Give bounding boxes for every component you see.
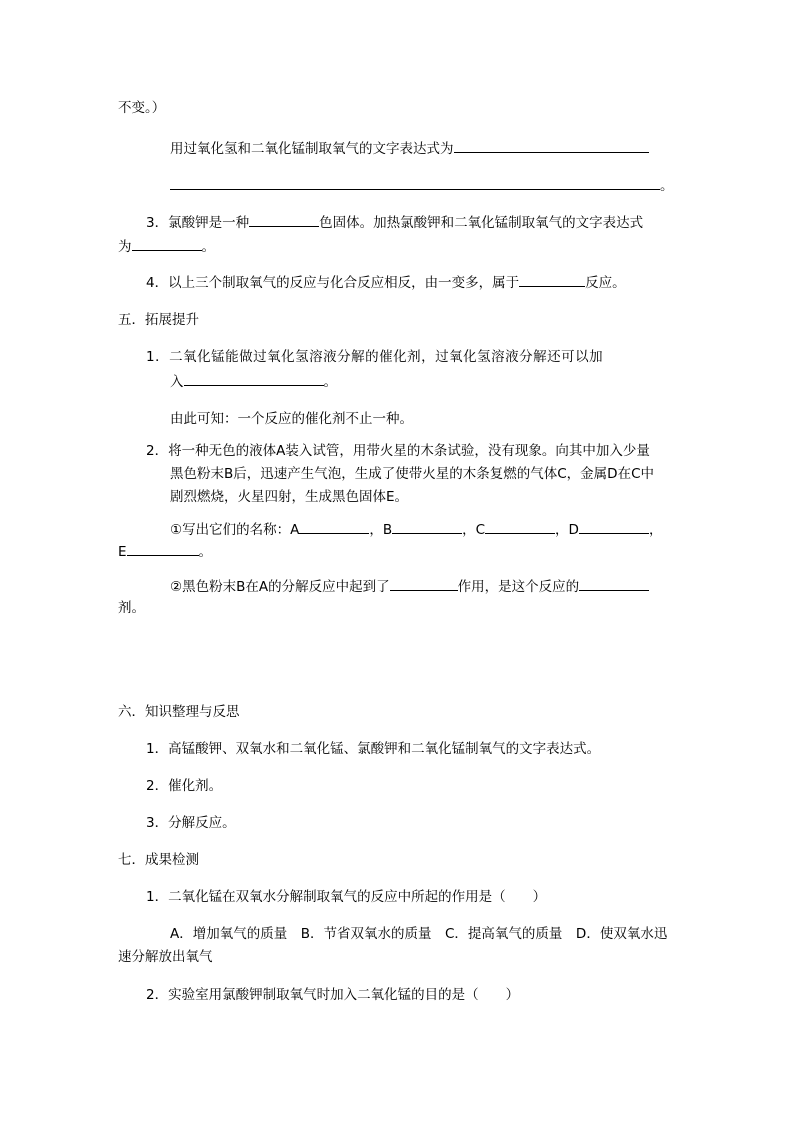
section-7-heading: 七．成果检测: [118, 852, 199, 868]
s5-note: 由此可知：一个反应的催化剂不止一种。: [170, 411, 413, 427]
h2o2-expression-line: [170, 138, 649, 159]
q2-text-a: ②黑色粉末B在A的分解反应中起到了: [170, 579, 390, 595]
s6-item-2: 2．催化剂。: [146, 778, 223, 794]
item-3-line1: [146, 212, 643, 233]
s7-q1-options-line1: A．增加氧气的质量 B．节省双氧水的质量 C．提高氧气的质量 D．使双氧水迅: [170, 926, 668, 942]
s5-item-2-line3: 剧烈燃烧，火星四射，生成黑色固体E。: [170, 489, 409, 505]
s7-question-1: 1．二氧化锰在双氧水分解制取氧气的反应中所起的作用是（ ）: [146, 889, 547, 905]
q1-label-e: E: [118, 544, 127, 560]
section-5-heading: 五．拓展提升: [118, 312, 199, 328]
s6-item-3: 3．分解反应。: [146, 815, 236, 831]
s5-item-1-line2: [170, 371, 337, 392]
s6-item-1: 1．高锰酸钾、双氧水和二氧化锰、氯酸钾和二氧化锰制氧气的文字表达式。: [146, 741, 601, 757]
answer-blank[interactable]: [184, 371, 324, 386]
answer-blank[interactable]: [579, 576, 649, 591]
s7-q1-options-line2: 速分解放出氧气: [118, 949, 213, 965]
q2-text-b: 作用，是这个反应的: [457, 579, 580, 595]
period: 。: [660, 178, 674, 194]
h2o2-expression-line2: [170, 175, 674, 196]
s5-q1-line1: [170, 519, 662, 540]
answer-blank[interactable]: [132, 236, 202, 251]
s5-item-2-line1: 2．将一种无色的液体A装入试管，用带火星的木条试验，没有现象。向其中加入少量: [146, 443, 650, 459]
answer-blank-c[interactable]: [485, 519, 555, 534]
item-3-text-d: 。: [201, 239, 215, 255]
answer-blank[interactable]: [390, 576, 458, 591]
s5-item-1-text-b: 入: [170, 374, 184, 390]
item-4-text-a: 4．以上三个制取氧气的反应与化合反应相反，由一变多，属于: [146, 275, 520, 291]
s5-q1-line2: [118, 541, 212, 562]
s5-item-1-line1: 1．二氧化锰能做过氧化氢溶液分解的催化剂，过氧化氢溶液分解还可以加: [146, 349, 604, 365]
q1-label-a: ①写出它们的名称：A: [170, 522, 300, 538]
s7-question-2: 2．实验室用氯酸钾制取氧气时加入二氧化锰的目的是（ ）: [146, 987, 520, 1003]
answer-blank[interactable]: [249, 212, 319, 227]
q1-label-b: ，B: [369, 522, 393, 538]
item-3-text-b: 色固体。加热氯酸钾和二氧化锰制取氧气的文字表达式: [319, 215, 644, 231]
s5-item-2-line2: 黑色粉末B后，迅速产生气泡，生成了使带火星的木条复燃的气体C，金属D在C中: [170, 466, 655, 482]
answer-blank[interactable]: [519, 272, 585, 287]
s5-item-1-text-c: 。: [323, 374, 337, 390]
item-3-text-c: 为: [118, 239, 132, 255]
s5-q2-line2: 剂。: [118, 600, 145, 616]
answer-blank-d[interactable]: [579, 519, 649, 534]
answer-blank-a[interactable]: [299, 519, 369, 534]
h2o2-expression-prefix: 用过氧化氢和二氧化锰制取氧气的文字表达式为: [170, 141, 454, 157]
answer-blank[interactable]: [170, 175, 660, 190]
answer-blank-b[interactable]: [392, 519, 462, 534]
section-6-heading: 六．知识整理与反思: [118, 704, 240, 720]
q1-period: 。: [198, 544, 213, 560]
item-3-text-a: 3．氯酸钾是一种: [146, 215, 250, 231]
item-4-line: [146, 272, 626, 293]
intro-tail: 不变。）: [118, 100, 166, 116]
answer-blank-e[interactable]: [127, 541, 199, 556]
q1-label-c: ，C: [462, 522, 486, 538]
item-4-text-b: 反应。: [585, 275, 626, 291]
item-3-line2: [118, 236, 215, 257]
answer-blank[interactable]: [454, 138, 649, 153]
q1-comma: ，: [648, 522, 663, 538]
q1-label-d: ，D: [555, 522, 579, 538]
s5-q2-line1: [170, 576, 649, 597]
